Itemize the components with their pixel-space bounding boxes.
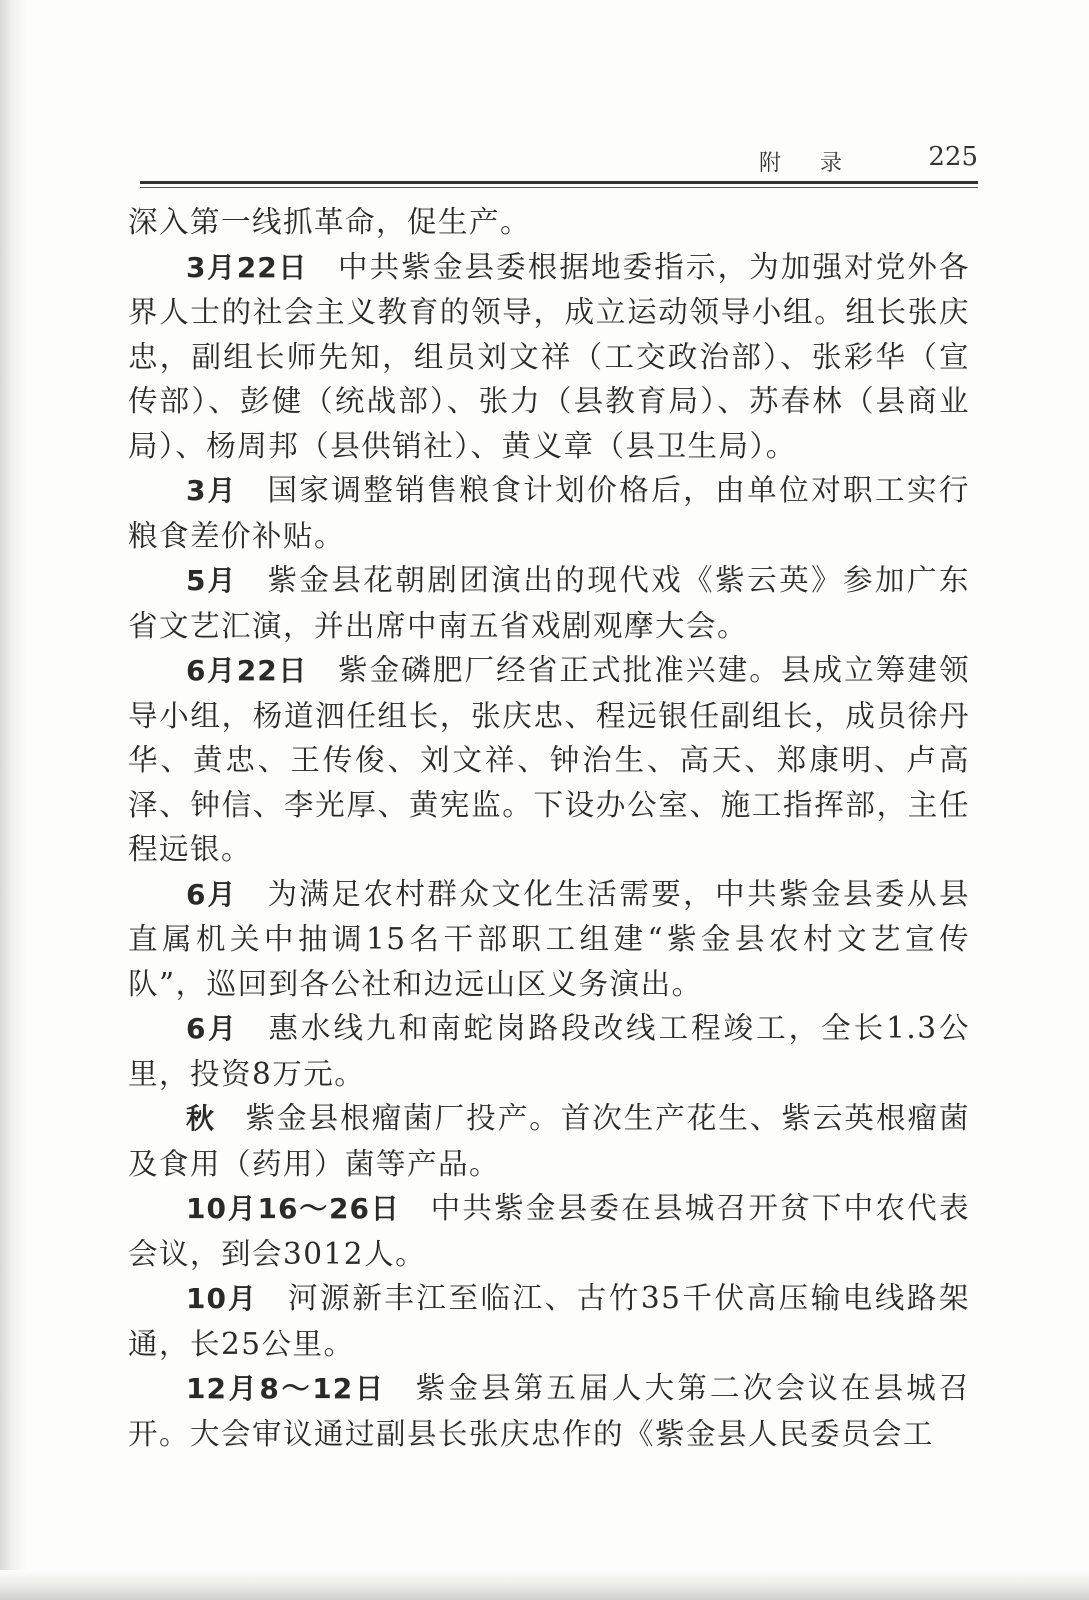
header-rule-thick	[140, 181, 978, 184]
entry-date: 6月22日	[186, 654, 308, 687]
chronicle-entry	[128, 1096, 970, 1186]
chronicle-entry	[128, 1276, 970, 1366]
chronicle-entry	[128, 245, 970, 469]
page-bottom-shadow	[0, 1570, 1089, 1600]
page-header	[140, 142, 978, 182]
entry-text: 惠水线九和南蛇岗路段改线工程竣工，全长1.3公里，投资8万元。	[128, 1011, 971, 1091]
chronicle-entry	[128, 1186, 970, 1276]
chronicle-entry	[128, 872, 970, 1007]
entry-date: 秋	[186, 1102, 216, 1135]
page-gutter-shadow	[0, 0, 28, 1600]
entry-text: 中共紫金县委在县城召开贫下中农代表会议，到会3012人。	[128, 1191, 970, 1271]
page-number: 225	[928, 142, 978, 172]
continuation-paragraph: 深入第一线抓革命，促生产。	[128, 205, 532, 239]
entry-date: 3月	[186, 474, 238, 507]
entry-date: 6月	[186, 1012, 239, 1045]
entry-date: 6月	[186, 877, 238, 911]
entry-text: 中共紫金县委根据地委指示，为加强对党外各界人士的社会主义教育的领导，成立运动领导小组。组长张庆忠，副组长师先知，组员刘文祥（工交政治部）、张彩华（宣传部）、彭健（统战部）、张力（县教育局）、苏春林（县商业局）、杨周邦（县供销社）、黄义章（县卫生局）。	[128, 249, 970, 463]
entry-text: 为满足农村群众文化生活需要，中共紫金县委从县直属机关中抽调15名干部职工组建“紫金县农村文艺宣传队”，巡回到各公社和边远山区义务演出。	[128, 876, 970, 1001]
chronicle-entry	[128, 468, 970, 558]
entry-date: 10月	[186, 1282, 259, 1315]
entry-date: 3月22日	[186, 250, 308, 284]
page-body	[128, 200, 970, 1456]
chronicle-entry	[128, 1006, 970, 1096]
header-rule-thin	[140, 187, 978, 188]
entry-text: 紫金县第五届人大第二次会议在县城召开。大会审议通过副县长张庆忠作的《紫金县人民委员会工	[128, 1371, 970, 1451]
entry-date: 12月8～12日	[186, 1372, 386, 1405]
entry-text: 国家调整销售粮食计划价格后，由单位对职工实行粮食差价补贴。	[128, 473, 970, 553]
chronicle-entry	[128, 648, 970, 872]
entry-date: 5月	[186, 564, 238, 597]
entry-text: 河源新丰江至临江、古竹35千伏高压输电线路架通，长25公里。	[128, 1281, 970, 1361]
entry-text: 紫金县根瘤菌厂投产。首次生产花生、紫云英根瘤菌及食用（药用）菌等产品。	[128, 1101, 970, 1181]
running-head: 附 录	[759, 151, 858, 176]
chronicle-entry	[128, 558, 970, 648]
chronicle-entry	[128, 1366, 970, 1456]
entry-date: 10月16～26日	[186, 1192, 401, 1225]
entry-text: 紫金磷肥厂经省正式批准兴建。县成立筹建领导小组，杨道泗任组长，张庆忠、程远银任副组长，成员徐丹华、黄忠、王传俊、刘文祥、钟治生、高天、郑康明、卢高泽、钟信、李光厚、黄宪监。下设办公室、施工指挥部，主任程远银。	[128, 653, 970, 866]
entry-text: 紫金县花朝剧团演出的现代戏《紫云英》参加广东省文艺汇演，并出席中南五省戏剧观摩大会。	[128, 563, 970, 643]
